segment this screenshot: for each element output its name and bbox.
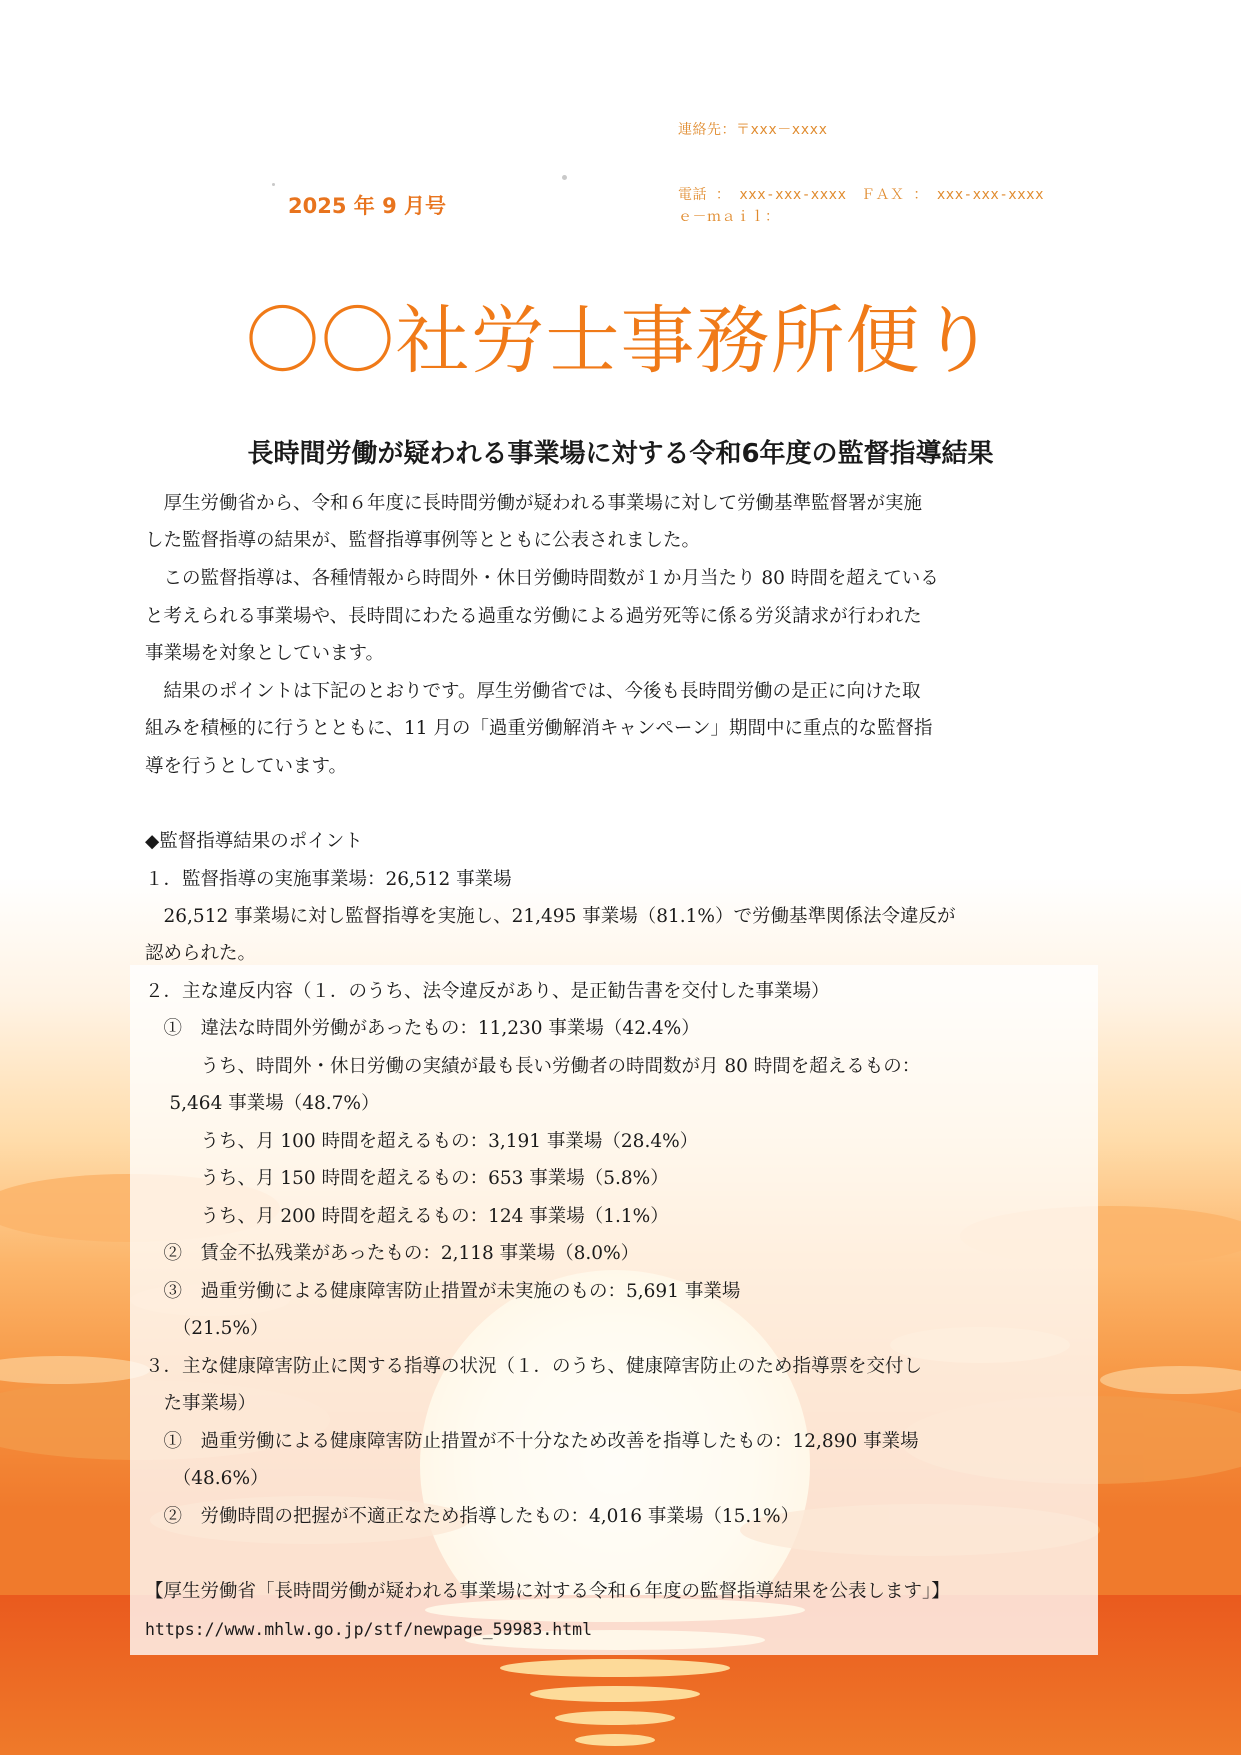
point-line: うち、月 100 時間を超えるもの：3,191 事業場（28.4%） bbox=[145, 1131, 699, 1152]
point-line: 認められた。 bbox=[145, 943, 257, 964]
point-line: ③ 過重労働による健康障害防止措置が未実施のもの：5,691 事業場 bbox=[145, 1281, 741, 1302]
article-headline: 長時間労働が疑われる事業場に対する令和6年度の監督指導結果 bbox=[247, 439, 994, 469]
point-line: ３．主な健康障害防止に関する指導の状況（１．のうち、健康障害防止のため指導票を交付し bbox=[145, 1356, 923, 1377]
point-line: １．監督指導の実施事業場：26,512 事業場 bbox=[145, 869, 512, 890]
contact-address: 連絡先：〒xxx－xxxx bbox=[678, 122, 828, 138]
intro-line: と考えられる事業場や、長時間にわたる過重な労働による過労死等に係る労災請求が行われた bbox=[145, 606, 922, 627]
contact-email: ｅ－ｍａｉｌ： bbox=[678, 209, 780, 225]
contact-phone-fax: 電話 ： xxx-xxx-xxxx ＦＡＸ ： xxx-xxx-xxxx bbox=[678, 187, 1045, 203]
masthead-title: 〇〇社労士事務所便り bbox=[245, 298, 996, 384]
point-line: 26,512 事業場に対し監督指導を実施し、21,495 事業場（81.1%）で労働基準関係法令違反が bbox=[145, 906, 956, 927]
point-line: うち、月 150 時間を超えるもの：653 事業場（5.8%） bbox=[145, 1168, 669, 1189]
point-line: （48.6%） bbox=[145, 1468, 269, 1489]
intro-line: この監督指導は、各種情報から時間外・休日労働時間数が１か月当たり 80 時間を超えている bbox=[145, 568, 939, 589]
decorative-dot bbox=[562, 175, 567, 180]
point-line: 5,464 事業場（48.7%） bbox=[145, 1093, 380, 1114]
point-line: ② 労働時間の把握が不適正なため指導したもの：4,016 事業場（15.1%） bbox=[145, 1506, 800, 1527]
intro-line: 導を行うとしています。 bbox=[145, 756, 348, 777]
point-line: （21.5%） bbox=[145, 1318, 269, 1339]
point-line: ① 違法な時間外労働があったもの：11,230 事業場（42.4%） bbox=[145, 1018, 700, 1039]
point-line: ② 賃金不払残業があったもの：2,118 事業場（8.0%） bbox=[145, 1243, 640, 1264]
decorative-dot bbox=[272, 183, 275, 186]
point-line: うち、時間外・休日労働の実績が最も長い労働者の時間数が月 80 時間を超えるもの： bbox=[145, 1056, 921, 1077]
points-heading: ◆監督指導結果のポイント bbox=[145, 831, 363, 852]
issue-date: 2025 年 9 月号 bbox=[288, 194, 446, 218]
intro-line: 組みを積極的に行うとともに、11 月の「過重労働解消キャンペーン」期間中に重点的な監督指 bbox=[145, 718, 933, 739]
intro-line: した監督指導の結果が、監督指導事例等とともに公表されました。 bbox=[145, 530, 701, 551]
intro-line: 結果のポイントは下記のとおりです。厚生労働省では、今後も長時間労働の是正に向けた取 bbox=[145, 681, 921, 702]
point-line: うち、月 200 時間を超えるもの：124 事業場（1.1%） bbox=[145, 1206, 669, 1227]
source-url[interactable]: https://www.mhlw.go.jp/stf/newpage_59983.html bbox=[145, 1620, 593, 1639]
point-line: た事業場） bbox=[145, 1393, 257, 1414]
source-label: 【厚生労働省「長時間労働が疑われる事業場に対する令和６年度の監督指導結果を公表します」】 bbox=[145, 1581, 950, 1602]
point-line: ２．主な違反内容（１．のうち、法令違反があり、是正勧告書を交付した事業場） bbox=[145, 981, 830, 1002]
intro-line: 厚生労働省から、令和６年度に長時間労働が疑われる事業場に対して労働基準監督署が実施 bbox=[145, 493, 923, 514]
point-line: ① 過重労働による健康障害防止措置が不十分なため改善を指導したもの：12,890 事業場 bbox=[145, 1431, 919, 1452]
intro-line: 事業場を対象としています。 bbox=[145, 643, 385, 664]
